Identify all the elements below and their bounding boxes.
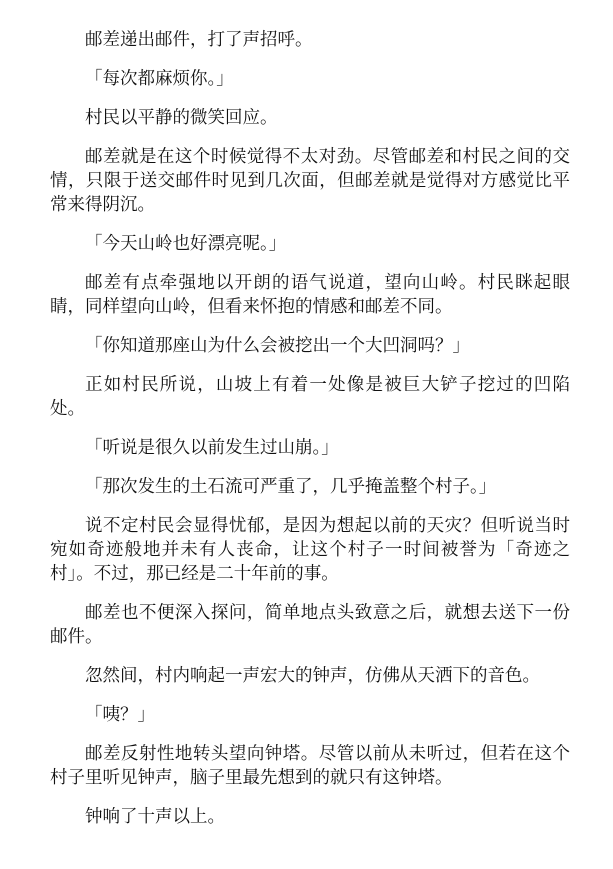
- paragraph: 「今天山岭也好漂亮呢。」: [85, 234, 287, 254]
- paragraph: 钟响了十声以上。: [85, 807, 225, 827]
- paragraph: 「你知道那座山为什么会被挖出一个大凹洞吗？」: [85, 336, 470, 356]
- paragraph: 「那次发生的土石流可严重了，几乎掩盖整个村子。」: [85, 477, 497, 497]
- paragraph: 邮差递出邮件，打了声招呼。: [85, 30, 313, 50]
- paragraph: 说不定村民会显得忧郁，是因为想起以前的天灾？但听说当时宛如奇迹般地并未有人丧命，让这个村子一时间被誉为「奇迹之村」。不过，那已经是二十年前的事。: [50, 516, 570, 584]
- paragraph: 邮差有点牵强地以开朗的语气说道，望向山岭。村民眯起眼睛，同样望向山岭，但看来怀抱的情感和邮差不同。: [50, 273, 570, 317]
- paragraph: 「每次都麻烦你。」: [85, 69, 234, 89]
- paragraph: 「咦？」: [85, 705, 155, 725]
- paragraph: 村民以平静的微笑回应。: [85, 108, 278, 128]
- story-text: [50, 28, 570, 829]
- paragraph: 忽然间，村内响起一声宏大的钟声，仿佛从天洒下的音色。: [85, 666, 540, 686]
- paragraph: 邮差就是在这个时候觉得不太对劲。尽管邮差和村民之间的交情，只限于送交邮件时见到几次面，但邮差就是觉得对方感觉比平常来得阴沉。: [50, 147, 570, 215]
- paragraph: 邮差也不便深入探问，简单地点头致意之后，就想去送下一份邮件。: [50, 603, 570, 647]
- paragraph: 正如村民所说，山坡上有着一处像是被巨大铲子挖过的凹陷处。: [50, 375, 570, 419]
- paragraph: 邮差反射性地转头望向钟塔。尽管以前从未听过，但若在这个村子里听见钟声，脑子里最先想到的就只有这钟塔。: [50, 744, 570, 788]
- paragraph: 「听说是很久以前发生过山崩。」: [85, 438, 339, 458]
